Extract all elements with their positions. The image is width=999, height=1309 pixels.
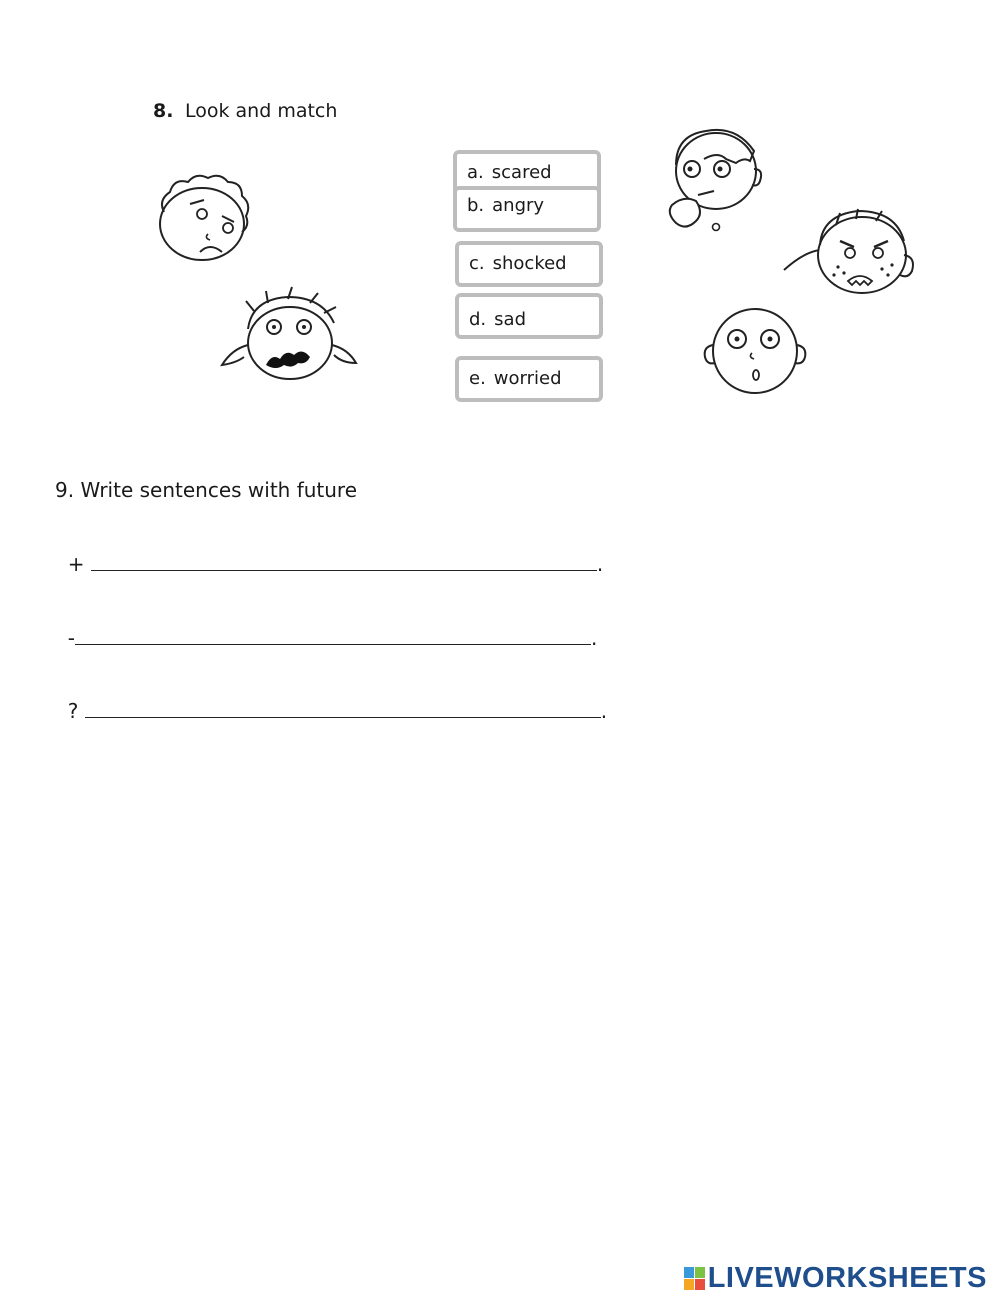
line-symbol: +	[67, 552, 91, 576]
option-letter: e.	[469, 368, 486, 389]
answer-blank[interactable]	[85, 701, 601, 718]
line-end: .	[596, 552, 604, 576]
answer-blank[interactable]	[75, 628, 591, 645]
logo-text: LIVEWORKSHEETS	[707, 1262, 987, 1294]
option-word: worried	[493, 368, 562, 389]
angry-face-boy-image	[782, 205, 922, 300]
option-word: scared	[491, 162, 552, 183]
exercise-9-title: 9. Write sentences with future	[55, 478, 358, 502]
shocked-face-baby-image	[700, 305, 810, 397]
option-letter: d.	[469, 309, 487, 330]
option-word: angry	[492, 195, 545, 216]
sad-face-boy-image	[150, 172, 260, 267]
option-box-d[interactable]	[455, 293, 603, 339]
liveworksheets-logo	[684, 1262, 987, 1295]
answer-line-positive[interactable]	[55, 528, 603, 576]
option-word: shocked	[492, 253, 567, 274]
answer-line-question[interactable]	[55, 675, 607, 723]
line-end: .	[600, 699, 608, 723]
exercise-8-number: 8.	[153, 100, 174, 122]
line-symbol: -	[67, 626, 75, 650]
answer-blank[interactable]	[91, 554, 597, 571]
option-box-e[interactable]	[455, 356, 603, 402]
option-word: sad	[494, 309, 526, 330]
line-end: .	[590, 626, 598, 650]
option-box-c[interactable]	[455, 241, 603, 287]
option-box-b[interactable]	[453, 186, 601, 232]
worried-face-boy-image	[664, 125, 769, 237]
answer-line-negative[interactable]	[55, 602, 597, 650]
option-letter: c.	[469, 253, 485, 274]
line-symbol: ?	[67, 699, 85, 723]
liveworksheets-logo-icon	[684, 1267, 706, 1291]
option-letter: b.	[467, 195, 485, 216]
exercise-8-title: Look and match	[185, 100, 338, 122]
scared-face-girl-image	[218, 285, 358, 385]
option-letter: a.	[467, 162, 484, 183]
